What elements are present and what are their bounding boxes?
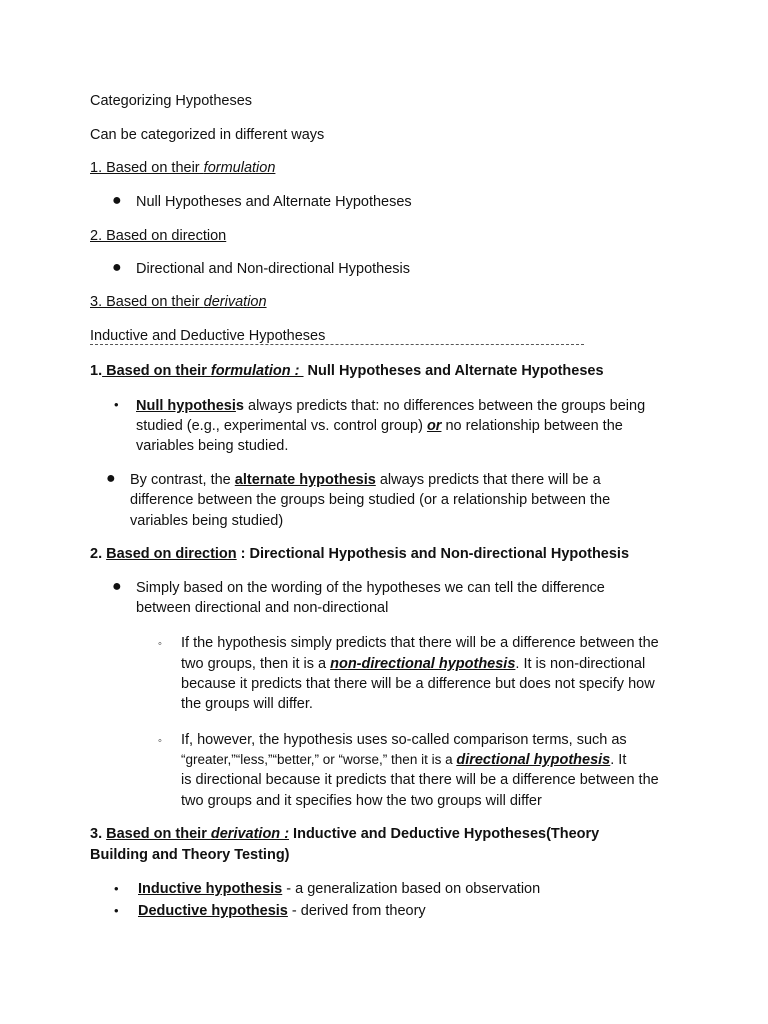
deductive-item: [138, 901, 426, 921]
directional-term: directional hypothesis: [456, 752, 611, 768]
section-3-label-em: derivation :: [210, 826, 290, 842]
section-2-heading: [90, 544, 629, 564]
section-2-label: Based on direction: [106, 546, 237, 562]
alt-hypothesis-text-1: always predicts that there will be a: [375, 472, 601, 488]
outline-item-2: 2. Based on direction: [90, 228, 227, 244]
deductive-term: Deductive hypothesis: [138, 903, 288, 919]
section-2-bullet-line-1: Simply based on the wording of the hypotheses we can tell the difference: [136, 580, 605, 596]
null-hypothesis-line-3: variables being studied.: [136, 438, 289, 454]
non-directional-text-2b: . It is non-directional: [515, 656, 646, 672]
bullet-icon: ●: [112, 259, 122, 276]
outline-item-3-em: derivation: [203, 294, 267, 310]
inductive-term: Inductive hypothesis: [138, 881, 283, 897]
section-2-num: 2.: [90, 546, 107, 562]
dashed-separator: [90, 344, 584, 345]
directional-text-2a: “greater,”“less,”“better,” or “worse,” then it is a: [181, 752, 457, 767]
section-2-bullet-line-2: between directional and non-directional: [136, 600, 389, 616]
non-directional-line-3: because it predicts that there will be a difference but does not specify how: [181, 676, 655, 692]
outline-item-3-sub: Inductive and Deductive Hypotheses: [90, 328, 326, 344]
section-1-rest: Null Hypotheses and Alternate Hypotheses: [303, 363, 604, 379]
inductive-text: - a generalization based on observation: [282, 881, 541, 897]
bullet-icon: ●: [112, 192, 122, 209]
null-hypothesis-text-2a: studied (e.g., experimental vs. control group): [136, 418, 427, 434]
section-1-label-prefix: Based on their: [102, 363, 211, 379]
bullet-icon: ●: [112, 578, 122, 595]
outline-item-1: [90, 158, 275, 178]
section-3-label: [106, 826, 289, 842]
bullet-icon: •: [114, 397, 119, 412]
directional-line-1: If, however, the hypothesis uses so-called comparison terms, such as: [181, 732, 627, 748]
section-1-num: 1.: [90, 363, 103, 379]
section-3-heading-line-2: Building and Theory Testing): [90, 847, 290, 863]
non-directional-line-1: If the hypothesis simply predicts that there will be a difference between the: [181, 635, 659, 651]
section-2-rest: : Directional Hypothesis and Non-directional Hypothesis: [236, 546, 630, 562]
section-3-rest: Inductive and Deductive Hypotheses(Theory: [289, 826, 600, 842]
null-hypothesis-line-2: [136, 416, 623, 436]
section-1-label-em: formulation :: [210, 363, 300, 379]
doc-title: Categorizing Hypotheses: [90, 93, 253, 109]
outline-item-1-prefix: 1. Based on their: [90, 160, 204, 176]
intro-text: Can be categorized in different ways: [90, 127, 325, 143]
null-hypothesis-text-2b: no relationship between the: [441, 418, 623, 434]
non-directional-term: non-directional hypothesis: [330, 656, 516, 672]
directional-line-2: [181, 750, 626, 770]
directional-line-3: is directional because it predicts that there will be a difference between the: [181, 772, 659, 788]
outline-item-1-bullet: Null Hypotheses and Alternate Hypotheses: [136, 194, 412, 210]
section-3-num: 3.: [90, 826, 107, 842]
section-1-heading: [90, 361, 604, 381]
non-directional-line-4: the groups will differ.: [181, 696, 313, 712]
inductive-item: [138, 879, 540, 899]
section-3-heading: [90, 824, 599, 844]
non-directional-text-2a: two groups, then it is a: [181, 656, 331, 672]
alt-hypothesis-pre: By contrast, the: [130, 472, 235, 488]
circle-bullet-icon: ◦: [158, 735, 162, 747]
deductive-text: - derived from theory: [287, 903, 426, 919]
section-3-label-prefix: Based on their: [106, 826, 211, 842]
alt-hypothesis-line-3: variables being studied): [130, 513, 284, 529]
null-hypothesis-term-end: s: [235, 398, 244, 414]
alt-hypothesis-line-2: difference between the groups being studied (or a relationship between the: [130, 492, 611, 508]
directional-text-2b: . It: [610, 752, 627, 768]
null-hypothesis-text-1: always predicts that: no differences between the groups being: [243, 398, 646, 414]
outline-item-1-em: formulation: [203, 160, 276, 176]
circle-bullet-icon: ◦: [158, 638, 162, 650]
null-hypothesis-line-1: [136, 396, 645, 416]
null-hypothesis-or: or: [426, 418, 442, 434]
bullet-icon: •: [114, 881, 119, 896]
alt-hypothesis-term: alternate hypothesis: [234, 472, 376, 488]
alt-hypothesis-line-1: [130, 470, 601, 490]
section-1-label: [102, 363, 303, 379]
null-hypothesis-term: Null hypothesi: [136, 398, 236, 414]
outline-item-2-bullet: Directional and Non-directional Hypothesis: [136, 261, 411, 277]
outline-item-3: [90, 292, 267, 312]
bullet-icon: •: [114, 903, 119, 918]
non-directional-line-2: [181, 654, 645, 674]
outline-item-3-prefix: 3. Based on their: [90, 294, 204, 310]
directional-line-4: two groups and it specifies how the two groups will differ: [181, 793, 542, 809]
bullet-icon: ●: [106, 470, 116, 487]
